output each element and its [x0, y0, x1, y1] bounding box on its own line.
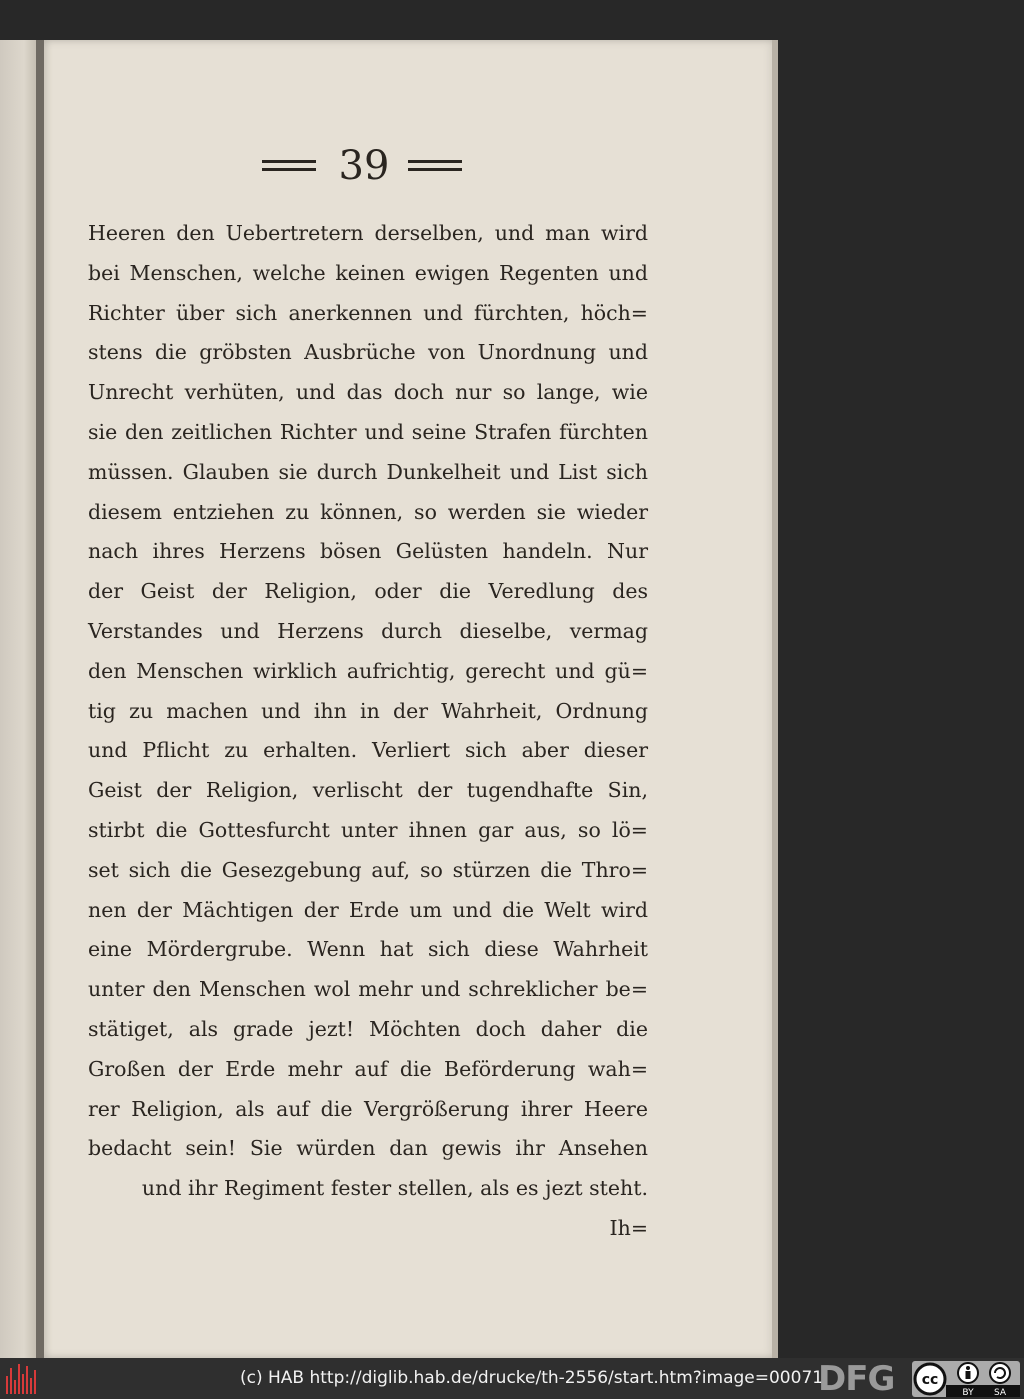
text-line: nen der Mächtigen der Erde um und die Welt wird — [88, 897, 648, 922]
text-line: Verstandes und Herzens durch dieselbe, vermag — [88, 618, 648, 643]
cc-icon — [915, 1364, 945, 1394]
text-line: bei Menschen, welche keinen ewigen Regenten und — [88, 260, 648, 285]
text-line: sie den zeitlichen Richter und seine Strafen fürchten — [88, 419, 648, 444]
header-rule-right — [408, 160, 462, 163]
text-line: und Pflicht zu erhalten. Verliert sich aber dieser — [88, 738, 648, 763]
text-line: bedacht sein! Sie würden dan gewis ihr Ansehen — [88, 1136, 648, 1161]
text-line: Großen der Erde mehr auf die Beförderung wah= — [88, 1056, 648, 1081]
copyright-link[interactable]: (c) HAB http://diglib.hab.de/drucke/th-2556/start.htm?image=00071 — [240, 1368, 824, 1388]
page-text — [88, 214, 648, 1249]
text-line: Richter über sich anerkennen und fürchten, höch= — [88, 300, 648, 325]
text-line: Unrecht verhüten, und das doch nur so lange, wie — [88, 380, 648, 405]
catchword: Ih= — [609, 1215, 648, 1240]
dfg-logo[interactable]: DFG — [818, 1359, 895, 1399]
text-line: rer Religion, als auf die Vergrößerung ihrer Heere — [88, 1096, 648, 1121]
text-line: stens die gröbsten Ausbrüche von Unordnung und — [88, 340, 648, 365]
text-line: und ihr Regiment fester stellen, als es jezt steht. — [141, 1176, 648, 1201]
book-gutter — [36, 40, 44, 1358]
sa-label: SA — [993, 1388, 1007, 1397]
text-line: der Geist der Religion, oder die Veredlung des — [88, 579, 648, 604]
text-line: tig zu machen und ihn in der Wahrheit, Ordnung — [88, 698, 648, 723]
by-label: BY — [962, 1388, 974, 1397]
text-line: den Menschen wirklich aufrichtig, gerecht und gü= — [88, 658, 648, 683]
text-line: unter den Menschen wol mehr und schreklicher be= — [88, 977, 648, 1002]
page-fore-edge — [772, 40, 778, 1358]
header-rule-left — [262, 160, 316, 163]
by-icon — [958, 1363, 978, 1383]
text-line: stirbt die Gottesfurcht unter ihnen gar aus, so lö= — [88, 817, 648, 842]
viewer-footer — [0, 1358, 1024, 1399]
text-line: Heeren den Uebertretern derselben, und man wird — [88, 221, 648, 245]
hab-logo-icon[interactable] — [6, 1362, 36, 1394]
text-line: stätiget, als grade jezt! Möchten doch daher die — [88, 1016, 648, 1041]
text-line: Geist der Religion, verlischt der tugendhafte Sin, — [88, 778, 648, 803]
previous-page-edge — [0, 40, 40, 1358]
text-line: nach ihres Herzens bösen Gelüsten handeln. Nur — [88, 539, 648, 564]
svg-text:cc: cc — [921, 1372, 939, 1388]
text-line: müssen. Glauben sie durch Dunkelheit und List sich — [88, 459, 648, 484]
text-line: diesem entziehen zu können, so werden sie wieder — [88, 499, 648, 524]
page-header — [262, 140, 462, 194]
text-line: eine Mördergrube. Wenn hat sich diese Wahrheit — [88, 937, 648, 962]
text-line: set sich die Gesezgebung auf, so stürzen die Thro= — [88, 857, 648, 882]
cc-license-badge[interactable] — [912, 1361, 1020, 1397]
page-number: 39 — [338, 143, 390, 189]
sa-icon — [990, 1363, 1010, 1383]
